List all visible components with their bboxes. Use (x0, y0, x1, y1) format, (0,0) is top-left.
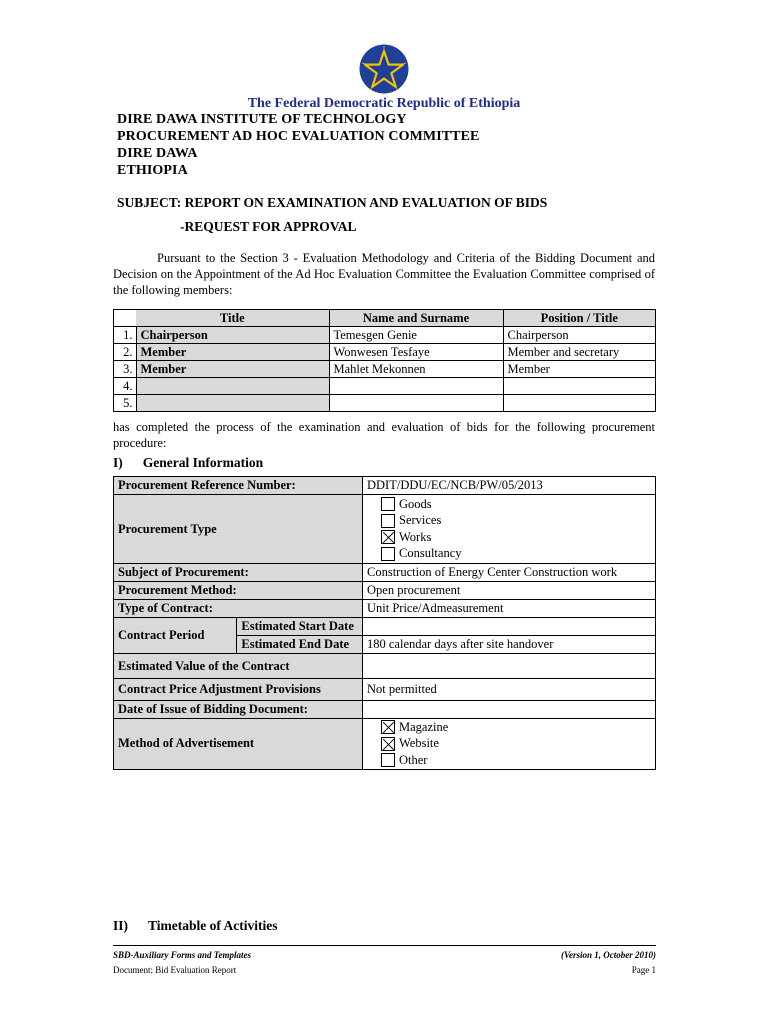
option-works[interactable] (367, 529, 651, 546)
subject-label: Subject of Procurement: (114, 564, 363, 582)
member-position (503, 395, 656, 412)
table-row (114, 701, 656, 719)
checkbox-icon[interactable] (381, 497, 395, 511)
section-timetable-heading (113, 918, 278, 934)
end-date-value: 180 calendar days after site handover (363, 636, 656, 654)
member-position (503, 378, 656, 395)
title-header: Title (136, 310, 329, 327)
option-label: Other (399, 752, 428, 767)
row-number: 4. (114, 378, 137, 395)
section-number: II) (113, 918, 129, 933)
contract-type-value: Unit Price/Admeasurement (363, 600, 656, 618)
member-position: Member (503, 361, 656, 378)
procurement-type-label: Procurement Type (114, 495, 363, 564)
start-date-label: Estimated Start Date (237, 618, 363, 636)
table-row (114, 719, 656, 770)
committee-name: PROCUREMENT AD HOC EVALUATION COMMITTEE (117, 129, 480, 144)
section-number: I) (113, 455, 123, 470)
intro-paragraph: Pursuant to the Section 3 - Evaluation Methodology and Criteria of the Bidding Document and Decision on the Appointment of the Ad Hoc Evaluation Committee the Evaluation Committee comprised of the following members: (113, 251, 655, 297)
table-row (114, 344, 656, 361)
reference-value: DDIT/DDU/EC/NCB/PW/05/2013 (363, 477, 656, 495)
table-row (114, 679, 656, 701)
option-label: Magazine (399, 719, 449, 734)
section-general-heading (113, 455, 263, 471)
contract-type-label: Type of Contract: (114, 600, 363, 618)
city-name: DIRE DAWA (117, 146, 198, 161)
row-number: 5. (114, 395, 137, 412)
option-label: Website (399, 736, 439, 751)
republic-title: The Federal Democratic Republic of Ethiopia (247, 96, 521, 111)
footer-document-name: Document: Bid Evaluation Report (113, 965, 237, 975)
table-row (114, 618, 656, 636)
option-label: Services (399, 513, 442, 528)
option-goods[interactable] (367, 496, 651, 513)
member-position: Member and secretary (503, 344, 656, 361)
member-title: Member (136, 344, 329, 361)
option-consultancy[interactable] (367, 546, 651, 563)
table-row (114, 600, 656, 618)
section-label: General Information (142, 455, 264, 470)
estimated-value-label: Estimated Value of the Contract (114, 654, 363, 679)
start-date-value (363, 618, 656, 636)
row-number: 1. (114, 327, 137, 344)
price-adjustment-value: Not permitted (363, 679, 656, 701)
issue-date-value (363, 701, 656, 719)
member-title: Member (136, 361, 329, 378)
completed-paragraph: has completed the process of the examination and evaluation of bids for the following procurement procedure: (113, 420, 655, 450)
price-adjustment-label: Contract Price Adjustment Provisions (114, 679, 363, 701)
reference-label: Procurement Reference Number: (114, 477, 363, 495)
table-row (114, 378, 656, 395)
subject-value: Construction of Energy Center Construction work (363, 564, 656, 582)
committee-members-table (113, 309, 656, 412)
table-row (114, 477, 656, 495)
table-row (114, 395, 656, 412)
footer-divider (113, 945, 656, 946)
member-title: Chairperson (136, 327, 329, 344)
name-header: Name and Surname (329, 310, 503, 327)
member-name (329, 378, 503, 395)
contract-period-label: Contract Period (114, 618, 237, 654)
table-row (114, 564, 656, 582)
country-name: ETHIOPIA (117, 163, 188, 178)
table-row (114, 495, 656, 564)
option-label: Goods (399, 496, 432, 511)
member-title (136, 395, 329, 412)
option-website[interactable] (367, 736, 651, 753)
checked-checkbox-icon[interactable] (381, 720, 395, 734)
member-name: Mahlet Mekonnen (329, 361, 503, 378)
checked-checkbox-icon[interactable] (381, 530, 395, 544)
estimated-value (363, 654, 656, 679)
option-magazine[interactable] (367, 719, 651, 736)
table-header-row (114, 310, 656, 327)
method-label: Procurement Method: (114, 582, 363, 600)
issue-date-label: Date of Issue of Bidding Document: (114, 701, 363, 719)
checkbox-icon[interactable] (381, 514, 395, 528)
general-information-table (113, 476, 656, 770)
member-position: Chairperson (503, 327, 656, 344)
checkbox-icon[interactable] (381, 547, 395, 561)
table-row (114, 582, 656, 600)
position-header: Position / Title (503, 310, 656, 327)
option-services[interactable] (367, 513, 651, 530)
end-date-label: Estimated End Date (237, 636, 363, 654)
member-name (329, 395, 503, 412)
advertisement-options (363, 719, 656, 770)
row-number: 2. (114, 344, 137, 361)
footer-page-number: Page 1 (631, 965, 656, 975)
table-row (114, 327, 656, 344)
procurement-type-options (363, 495, 656, 564)
table-row (114, 361, 656, 378)
table-row (114, 654, 656, 679)
method-value: Open procurement (363, 582, 656, 600)
member-name: Temesgen Genie (329, 327, 503, 344)
member-title (136, 378, 329, 395)
num-header (114, 310, 137, 327)
member-name: Wonwesen Tesfaye (329, 344, 503, 361)
subject-line: SUBJECT: REPORT ON EXAMINATION AND EVALUATION OF BIDS (117, 195, 548, 210)
request-line: -REQUEST FOR APPROVAL (180, 219, 357, 234)
option-label: Works (399, 529, 432, 544)
footer-version: (Version 1, October 2010) (561, 950, 656, 960)
advertisement-label: Method of Advertisement (114, 719, 363, 770)
section-label: Timetable of Activities (148, 918, 278, 933)
checked-checkbox-icon[interactable] (381, 737, 395, 751)
institute-name: DIRE DAWA INSTITUTE OF TECHNOLOGY (117, 112, 407, 127)
ethiopia-emblem-icon (359, 44, 409, 94)
checkbox-icon[interactable] (381, 753, 395, 767)
footer-template-name: SBD-Auxiliary Forms and Templates (113, 950, 251, 960)
row-number: 3. (114, 361, 137, 378)
option-other[interactable] (367, 752, 651, 769)
option-label: Consultancy (399, 546, 462, 561)
